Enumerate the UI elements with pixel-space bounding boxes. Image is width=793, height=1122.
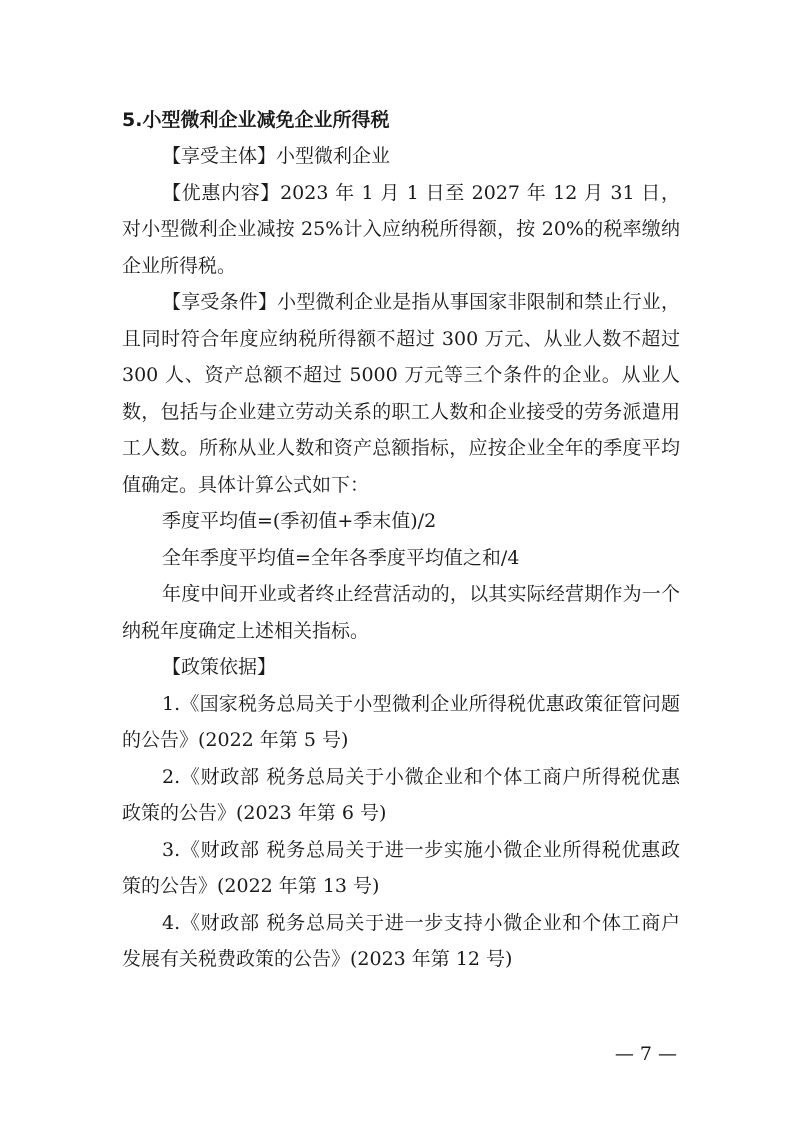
- page-number: — 7 —: [614, 1043, 677, 1065]
- section-title: 5.小型微利企业减免企业所得税: [122, 109, 390, 131]
- page-content: [122, 102, 680, 978]
- mid-year-note-paragraph: 年度中间开业或者终止经营活动的，以其实际经营期作为一个纳税年度确定上述相关指标。: [122, 583, 680, 642]
- policy-basis-heading: 【政策依据】: [162, 656, 277, 678]
- eligibility-conditions-paragraph: 【享受条件】小型微利企业是指从事国家非限制和禁止行业，且同时符合年度应纳税所得额不超过 300 万元、从业人数不超过 300 人、资产总额不超过 5000 万元等三个条件的企业。从业人数，包括与企业建立劳动关系的职工人数和企业接受的劳务派遣用工人数。所称从业人数和资产总额指标，应按企业全年的季度平均值确定。具体计算公式如下：: [122, 291, 680, 496]
- policy-reference-1: 1.《国家税务总局关于小型微利企业所得税优惠政策征管问题的公告》(2022 年第 5 号): [122, 692, 680, 751]
- beneficiary-paragraph: 【享受主体】小型微利企业: [162, 145, 391, 167]
- policy-reference-4: 4.《财政部 税务总局关于进一步支持小微企业和个体工商户发展有关税费政策的公告》(2023 年第 12 号): [122, 911, 680, 970]
- annual-average-formula: 全年季度平均值=全年各季度平均值之和/4: [162, 546, 520, 569]
- policy-reference-2: 2.《财政部 税务总局关于小微企业和个体工商户所得税优惠政策的公告》(2023 年第 6 号): [122, 765, 680, 824]
- benefit-content-paragraph: 【优惠内容】2023 年 1 月 1 日至 2027 年 12 月 31 日，对小型微利企业减按 25%计入应纳税所得额，按 20%的税率缴纳企业所得税。: [122, 181, 680, 277]
- quarterly-average-formula: 季度平均值=(季初值+季末值)/2: [162, 510, 437, 532]
- policy-reference-3: 3.《财政部 税务总局关于进一步实施小微企业所得税优惠政策的公告》(2022 年第 13 号): [122, 838, 680, 897]
